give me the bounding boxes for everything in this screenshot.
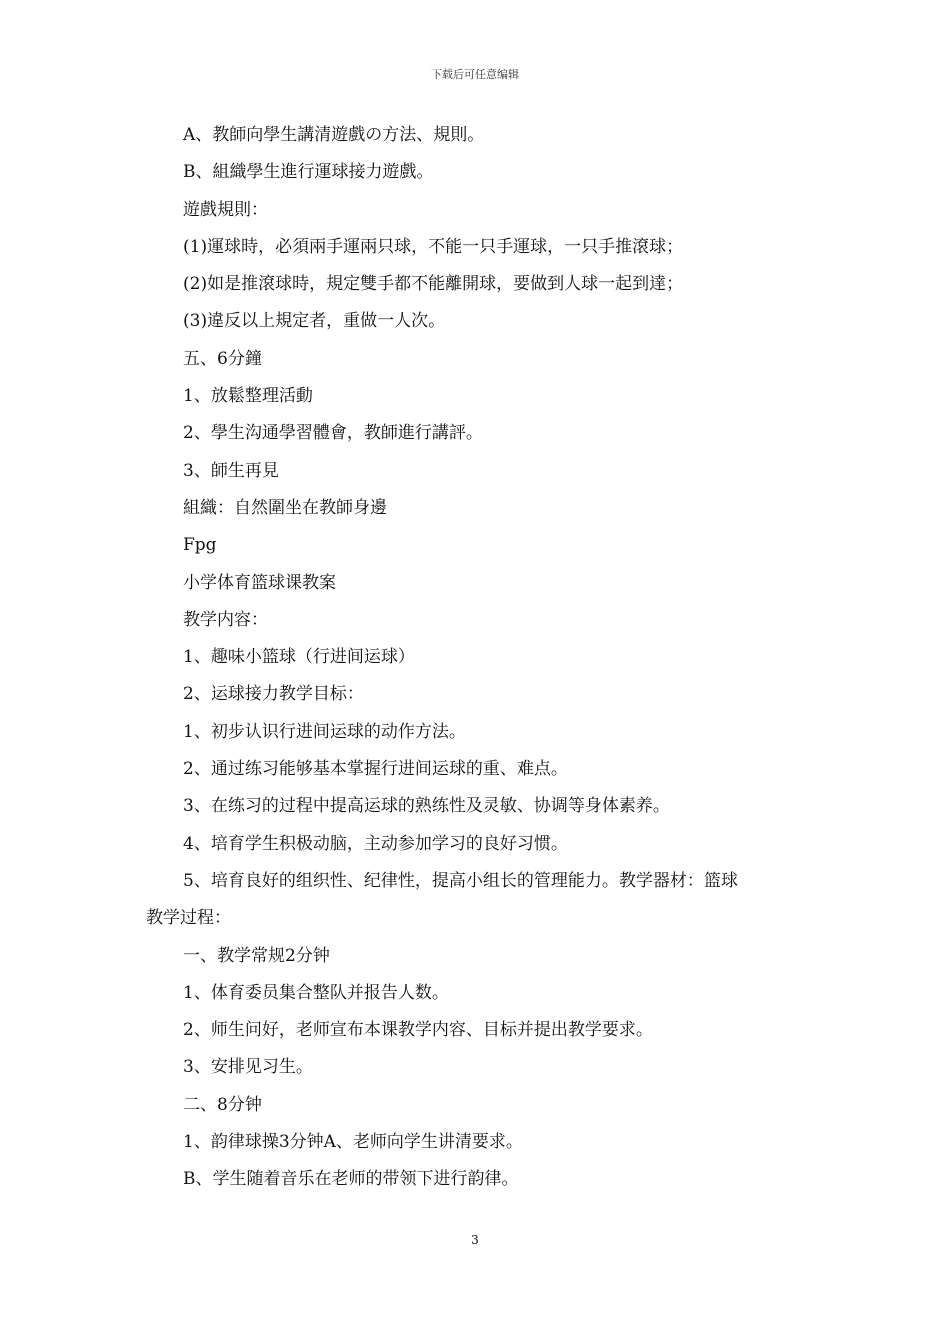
text-line: 組織：自然圍坐在教師身邊 bbox=[183, 497, 387, 518]
text-line: Fpg bbox=[183, 535, 217, 556]
text-line: 5、培育良好的组织性、纪律性，提高小组长的管理能力。教学器材：篮球 bbox=[183, 870, 738, 891]
text-line: 3、師生再見 bbox=[183, 460, 279, 481]
text-line: 教学内容： bbox=[183, 609, 268, 630]
section-heading: 一、教学常规2分钟 bbox=[183, 945, 330, 966]
text-line: 1、放鬆整理活動 bbox=[183, 386, 313, 407]
text-line: A、教師向學生講清遊戲の方法、規則。 bbox=[183, 125, 485, 145]
text-line: 3、安排见习生。 bbox=[183, 1057, 313, 1078]
text-line: 1、体育委员集合整队并报告人数。 bbox=[183, 982, 449, 1003]
text-line: 3、在练习的过程中提高运球的熟练性及灵敏、协调等身体素养。 bbox=[183, 796, 670, 817]
section-heading: 二、8分钟 bbox=[183, 1094, 262, 1115]
text-line: 2、运球接力教学目标： bbox=[183, 684, 364, 705]
section-heading: 五、6分鐘 bbox=[183, 348, 262, 369]
text-line: 2、學生沟通學習體會，教師進行講評。 bbox=[183, 423, 483, 444]
text-line: 4、培育学生积极动脑，主动参加学习的良好习惯。 bbox=[183, 833, 568, 854]
text-line: 1、韵律球操3分钟A、老师向学生讲清要求。 bbox=[183, 1132, 523, 1153]
text-line: 遊戲規則： bbox=[183, 199, 268, 220]
text-line: 1、初步认识行进间运球的动作方法。 bbox=[183, 721, 466, 742]
text-line: 2、师生问好，老师宣布本课教学内容、目标并提出教学要求。 bbox=[183, 1020, 653, 1041]
document-title: 小学体育篮球课教案 bbox=[183, 572, 336, 593]
text-line: (3)違反以上規定者，重做一人次。 bbox=[183, 311, 446, 332]
text-line: (2)如是推滾球時，規定雙手都不能離開球，要做到人球一起到達； bbox=[183, 274, 684, 295]
text-line: 2、通过练习能够基本掌握行进间运球的重、难点。 bbox=[183, 759, 568, 780]
text-line: 教学过程： bbox=[146, 908, 231, 929]
page-header: 下载后可任意编辑 bbox=[431, 68, 519, 81]
text-line: 1、趣味小篮球（行进间运球） bbox=[183, 647, 415, 668]
text-line: B、組織學生進行運球接力遊戲。 bbox=[183, 162, 434, 183]
text-line: B、学生随着音乐在老师的带领下进行韵律。 bbox=[183, 1169, 519, 1190]
page-number: 3 bbox=[471, 1233, 479, 1247]
text-line: (1)運球時，必須兩手運兩只球，不能一只手運球，一只手推滾球； bbox=[183, 236, 684, 257]
document-body bbox=[146, 117, 816, 1199]
